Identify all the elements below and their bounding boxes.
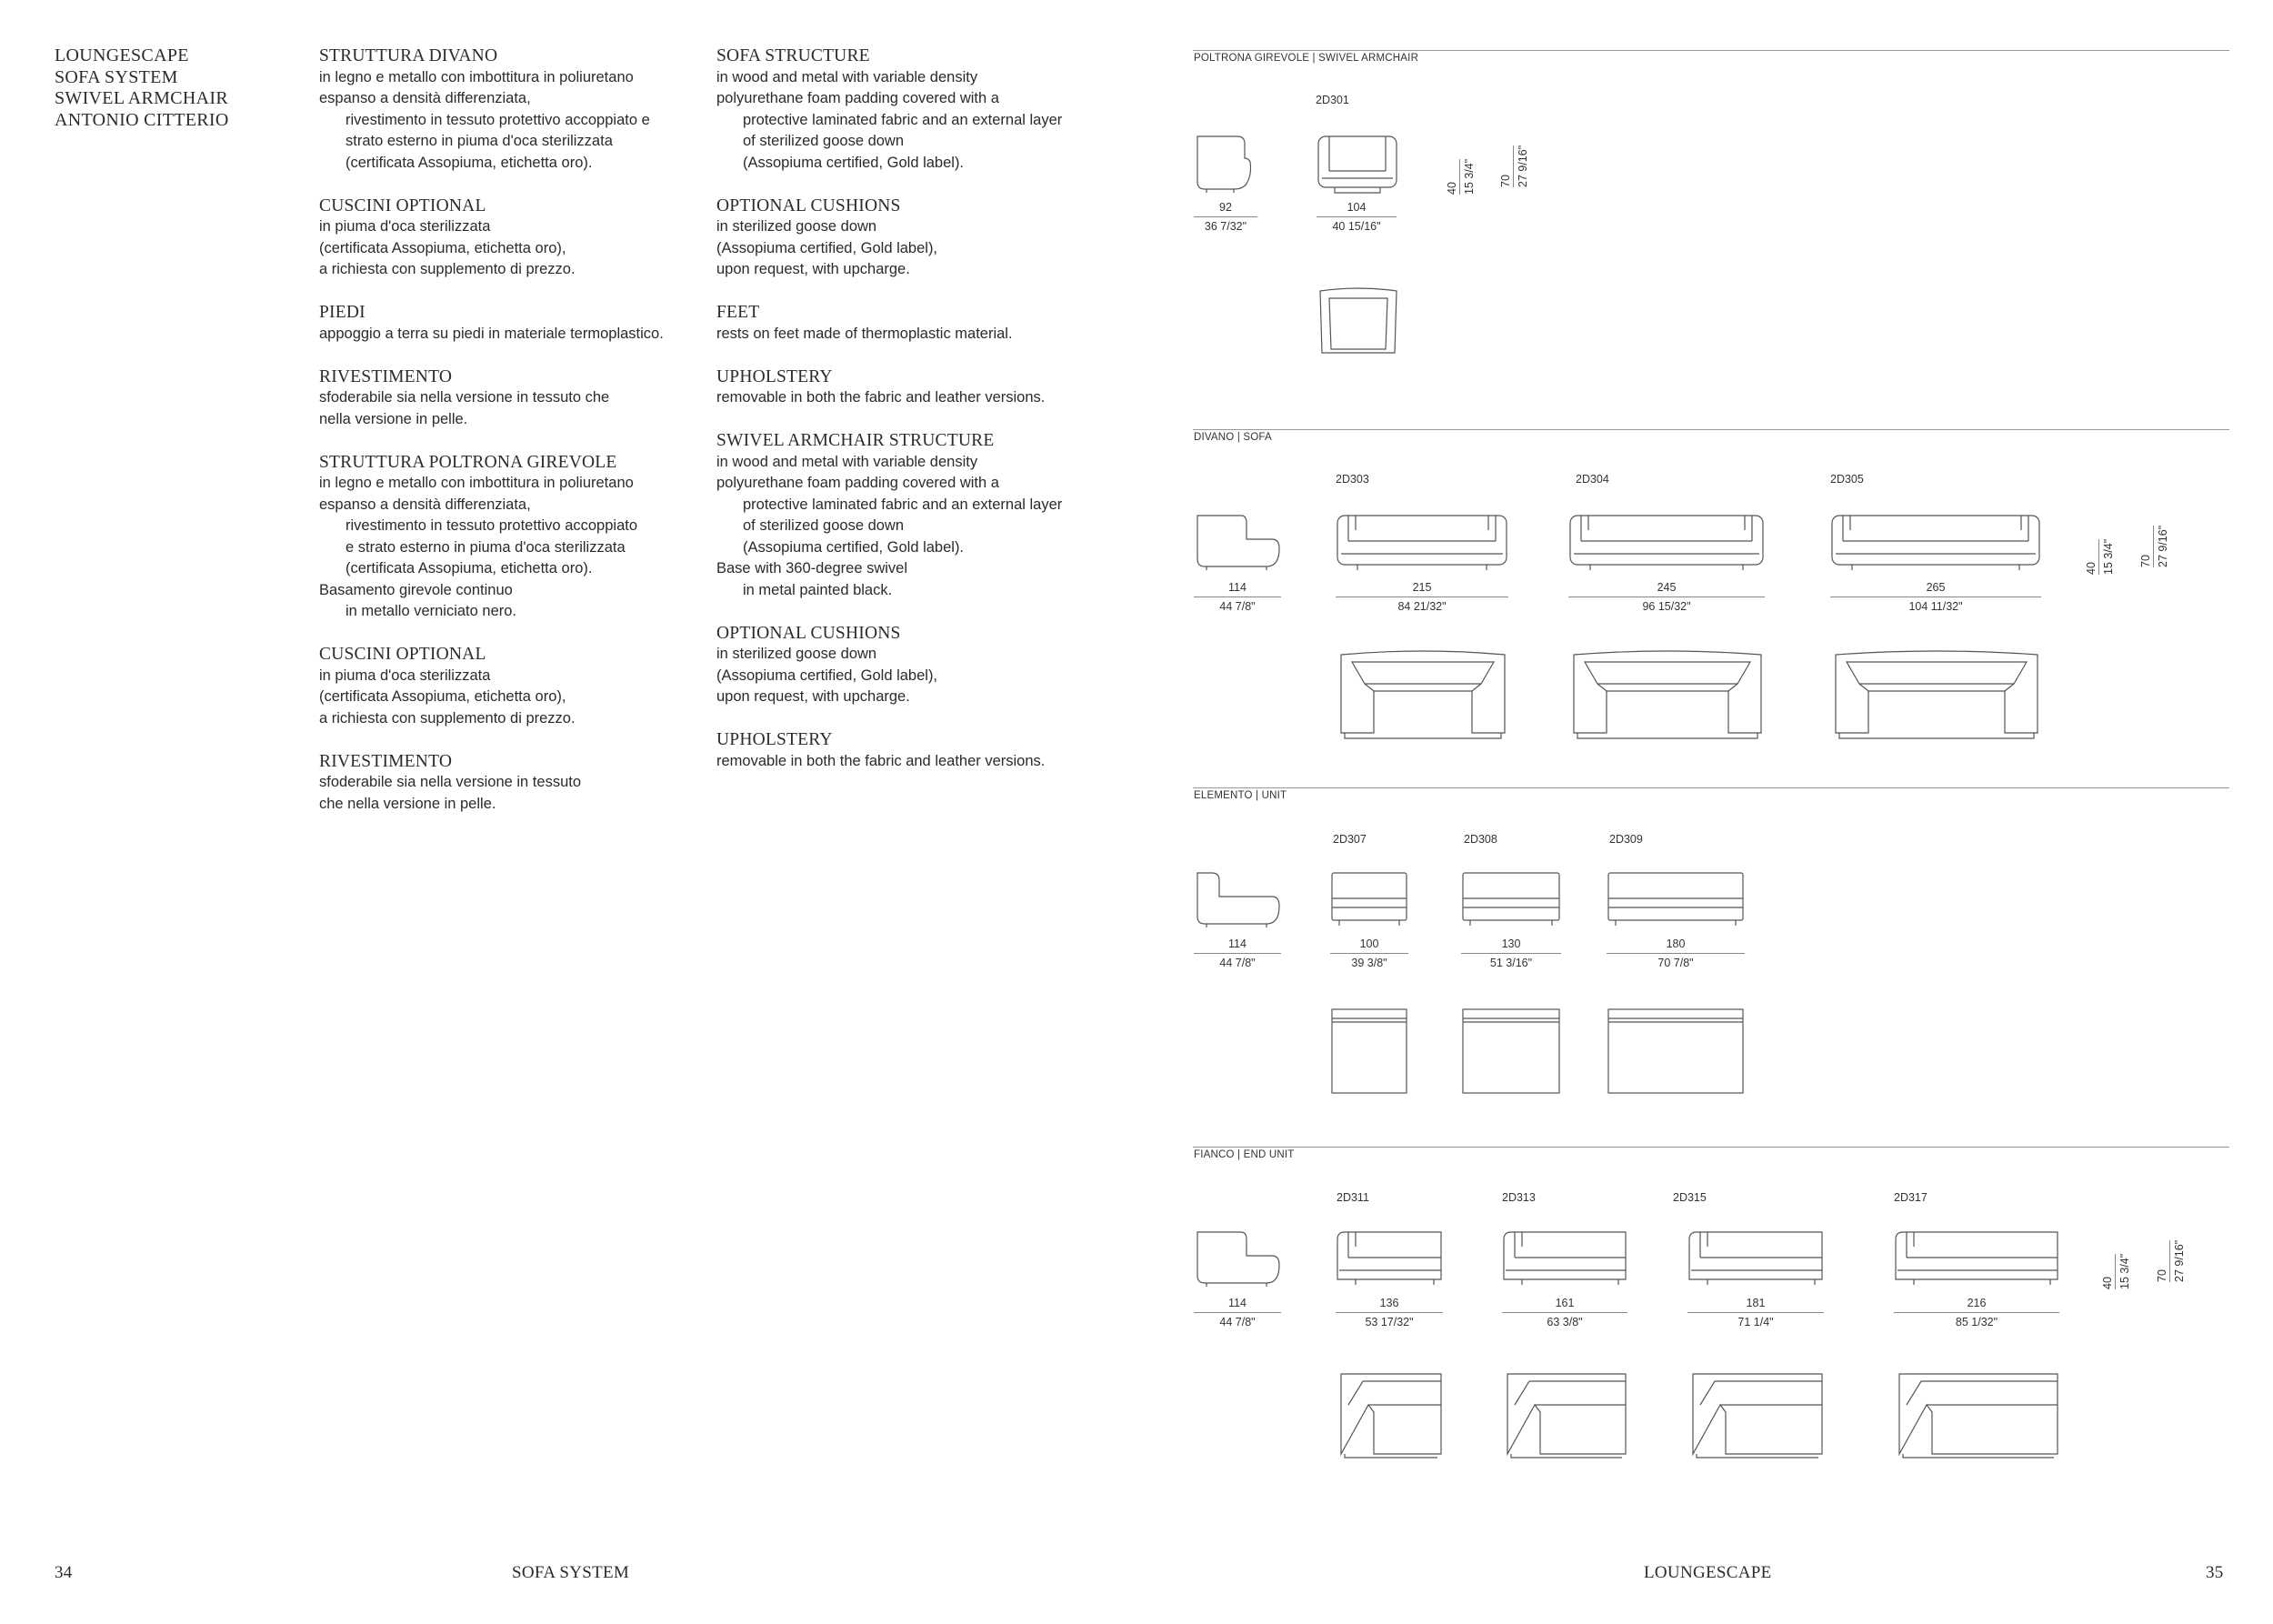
unit-top-view-2d309	[1607, 1007, 1747, 1097]
italian-spec-column	[319, 45, 710, 837]
spec-heading: UPHOLSTERY	[716, 730, 833, 749]
section-rule	[1193, 787, 2229, 788]
spec-line: in wood and metal with variable density	[716, 453, 978, 470]
model-code: 2D315	[1673, 1191, 1707, 1204]
spec-section	[716, 430, 1116, 601]
spec-heading: SWIVEL ARMCHAIR STRUCTURE	[716, 431, 995, 450]
spec-heading: PIEDI	[319, 303, 365, 322]
spec-line: a richiesta con supplemento di prezzo.	[319, 261, 576, 277]
spec-line: in piuma d'oca sterilizzata	[319, 218, 491, 235]
height-label: 40 15 3/4"	[2101, 1253, 2131, 1289]
unit-front-view-2d309	[1607, 871, 1747, 927]
sofa-front-view-2d303	[1336, 514, 1510, 570]
end-unit-front-view-2d317	[1894, 1230, 2061, 1287]
armchair-side-view	[1194, 135, 1276, 191]
section-label-sofa: DIVANO | SOFA	[1194, 432, 1272, 443]
model-code: 2D303	[1336, 473, 1369, 486]
spec-heading: CUSCINI OPTIONAL	[319, 195, 486, 216]
spec-line: e strato esterno in piuma d'oca sterilizzata	[345, 538, 626, 556]
end-unit-top-view-2d313	[1502, 1368, 1629, 1458]
spec-section	[319, 195, 710, 281]
spec-line: of sterilized goose down	[743, 133, 905, 149]
spec-heading: OPTIONAL CUSHIONS	[716, 623, 901, 643]
title-line: LOUNGESCAPE	[55, 45, 189, 65]
dimension-label: 114 44 7/8"	[1194, 935, 1281, 972]
height-label: 70 27 9/16"	[1499, 145, 1529, 187]
title-line: SOFA SYSTEM	[55, 66, 178, 87]
english-spec-column	[716, 45, 1116, 794]
sofa-top-view-2d303	[1336, 647, 1510, 740]
spec-line: in legno e metallo con imbottitura in poliuretano	[319, 68, 634, 85]
unit-top-view-2d308	[1461, 1007, 1563, 1097]
spec-line: in legno e metallo con imbottitura in poliuretano	[319, 475, 634, 491]
spec-section	[319, 751, 710, 816]
spec-line: nella versione in pelle.	[319, 410, 468, 427]
end-unit-top-view-2d317	[1894, 1368, 2061, 1458]
unit-top-view-2d307	[1330, 1007, 1410, 1097]
model-code: 2D304	[1576, 473, 1609, 486]
dimension-label: 104 40 15/16"	[1317, 198, 1397, 236]
spec-heading: STRUTTURA POLTRONA GIREVOLE	[319, 452, 617, 472]
spec-section	[716, 45, 1116, 174]
spec-heading: SOFA STRUCTURE	[716, 46, 870, 65]
model-code: 2D313	[1502, 1191, 1536, 1204]
spec-line: sfoderabile sia nella versione in tessuto che	[319, 389, 610, 406]
spec-line: (certificata Assopiuma, etichetta oro),	[319, 239, 566, 256]
model-code: 2D301	[1316, 94, 1349, 106]
section-rule	[1193, 429, 2229, 430]
model-code: 2D317	[1894, 1191, 1928, 1204]
dimension-label: 130 51 3/16"	[1461, 935, 1561, 972]
spec-section	[319, 366, 710, 431]
spec-heading: RIVESTIMENTO	[319, 751, 453, 771]
spec-section	[319, 452, 710, 623]
spec-section	[319, 45, 710, 174]
dimension-label: 161 63 3/8"	[1502, 1294, 1627, 1331]
title-block	[55, 45, 291, 131]
height-label: 40 15 3/4"	[1446, 158, 1476, 195]
dimension-label: 136 53 17/32"	[1336, 1294, 1443, 1331]
spec-line: (Assopiuma certified, Gold label),	[716, 667, 938, 684]
dimension-label: 265 104 11/32"	[1830, 578, 2041, 616]
spec-line: removable in both the fabric and leather versions.	[716, 752, 1046, 769]
spec-line: (Assopiuma certified, Gold label).	[743, 538, 965, 556]
end-unit-front-view-2d313	[1502, 1230, 1629, 1287]
spec-line: rivestimento in tessuto protettivo accoppiato	[345, 517, 638, 534]
height-label: 70 27 9/16"	[2139, 525, 2169, 567]
spec-line: (certificata Assopiuma, etichetta oro),	[319, 688, 566, 705]
spec-line: Basamento girevole continuo	[319, 581, 513, 598]
spec-heading: STRUTTURA DIVANO	[319, 46, 498, 65]
model-code: 2D308	[1464, 833, 1497, 846]
spec-line: Base with 360-degree swivel	[716, 560, 908, 576]
left-page-number: 34	[55, 1563, 73, 1582]
spec-heading: OPTIONAL CUSHIONS	[716, 195, 901, 216]
dimension-label: 114 44 7/8"	[1194, 1294, 1281, 1331]
spec-line: removable in both the fabric and leather versions.	[716, 389, 1046, 406]
height-label: 70 27 9/16"	[2156, 1239, 2186, 1282]
left-running-title: SOFA SYSTEM	[512, 1563, 630, 1582]
title-line: SWIVEL ARMCHAIR	[55, 88, 228, 108]
armchair-top-view	[1317, 286, 1400, 356]
section-label-armchair: POLTRONA GIREVOLE | SWIVEL ARMCHAIR	[1194, 53, 1419, 64]
right-running-title: LOUNGESCAPE	[1644, 1563, 1772, 1582]
spec-line: protective laminated fabric and an external layer	[743, 496, 1063, 513]
spec-section	[716, 302, 1116, 345]
spec-section	[716, 623, 1116, 708]
spec-line: polyurethane foam padding covered with a	[716, 90, 999, 106]
model-code: 2D311	[1337, 1191, 1369, 1204]
end-unit-front-view-2d315	[1687, 1230, 1826, 1287]
dimension-label: 216 85 1/32"	[1894, 1294, 2059, 1331]
end-unit-top-view-2d315	[1687, 1368, 1826, 1458]
dimension-label: 180 70 7/8"	[1607, 935, 1745, 972]
spec-line: (Assopiuma certified, Gold label),	[716, 239, 938, 256]
section-rule	[1193, 50, 2229, 51]
spec-line: a richiesta con supplemento di prezzo.	[319, 709, 576, 727]
spec-section	[319, 644, 710, 729]
end-unit-front-view-2d311	[1336, 1230, 1445, 1287]
spec-line: (certificata Assopiuma, etichetta oro).	[345, 154, 593, 171]
section-rule	[1193, 1147, 2229, 1148]
spec-line: upon request, with upcharge.	[716, 688, 910, 705]
spec-section	[319, 302, 710, 345]
spec-line: in piuma d'oca sterilizzata	[319, 667, 491, 684]
sofa-front-view-2d305	[1830, 514, 2043, 570]
spec-line: espanso a densità differenziata,	[319, 90, 531, 106]
unit-front-view-2d308	[1461, 871, 1563, 927]
spec-line: in wood and metal with variable density	[716, 68, 978, 85]
dimension-label: 215 84 21/32"	[1336, 578, 1508, 616]
spec-heading: UPHOLSTERY	[716, 366, 833, 386]
model-code: 2D307	[1333, 833, 1367, 846]
model-code: 2D309	[1609, 833, 1643, 846]
spec-line: rivestimento in tessuto protettivo accoppiato e	[345, 111, 650, 128]
unit-side-view	[1194, 871, 1285, 927]
height-label: 40 15 3/4"	[2085, 538, 2115, 575]
spec-line: polyurethane foam padding covered with a	[716, 475, 999, 491]
spec-heading: FEET	[716, 303, 760, 322]
spec-section	[716, 195, 1116, 281]
end-unit-side-view	[1194, 1230, 1285, 1287]
spec-line: strato esterno in piuma d'oca sterilizzata	[345, 133, 613, 149]
dimension-label: 92 36 7/32"	[1194, 198, 1257, 236]
spec-line: (certificata Assopiuma, etichetta oro).	[345, 560, 593, 576]
unit-front-view-2d307	[1330, 871, 1410, 927]
end-unit-top-view-2d311	[1336, 1368, 1445, 1458]
spec-line: upon request, with upcharge.	[716, 261, 910, 277]
right-page-number: 35	[2206, 1563, 2224, 1582]
section-label-end-unit: FIANCO | END UNIT	[1194, 1149, 1295, 1160]
spec-line: sfoderabile sia nella versione in tessuto	[319, 774, 582, 790]
section-label-unit: ELEMENTO | UNIT	[1194, 790, 1287, 801]
dimension-label: 100 39 3/8"	[1330, 935, 1408, 972]
spec-line: in metal painted black.	[743, 581, 893, 598]
sofa-side-view	[1194, 514, 1285, 570]
spec-line: (Assopiuma certified, Gold label).	[743, 154, 965, 171]
spec-line: in sterilized goose down	[716, 646, 877, 662]
spec-line: rests on feet made of thermoplastic material.	[716, 325, 1013, 342]
dimension-label: 181 71 1/4"	[1687, 1294, 1824, 1331]
dimension-label: 114 44 7/8"	[1194, 578, 1281, 616]
spec-heading: CUSCINI OPTIONAL	[319, 645, 486, 664]
spec-line: espanso a densità differenziata,	[319, 496, 531, 513]
sofa-top-view-2d304	[1568, 647, 1767, 740]
spec-line: in sterilized goose down	[716, 218, 877, 235]
spec-section	[716, 366, 1116, 409]
dimension-label: 245 96 15/32"	[1568, 578, 1765, 616]
armchair-front-view	[1317, 135, 1400, 191]
spec-line: in metallo verniciato nero.	[345, 603, 517, 619]
spec-line: appoggio a terra su piedi in materiale termoplastico.	[319, 325, 664, 342]
title-line: ANTONIO CITTERIO	[55, 109, 229, 130]
spec-line: protective laminated fabric and an external layer	[743, 111, 1063, 128]
spec-heading: RIVESTIMENTO	[319, 366, 453, 386]
spec-line: che nella versione in pelle.	[319, 795, 496, 812]
sofa-front-view-2d304	[1568, 514, 1767, 570]
sofa-top-view-2d305	[1830, 647, 2043, 740]
model-code: 2D305	[1830, 473, 1864, 486]
spec-line: of sterilized goose down	[743, 517, 905, 534]
spec-section	[716, 729, 1116, 772]
